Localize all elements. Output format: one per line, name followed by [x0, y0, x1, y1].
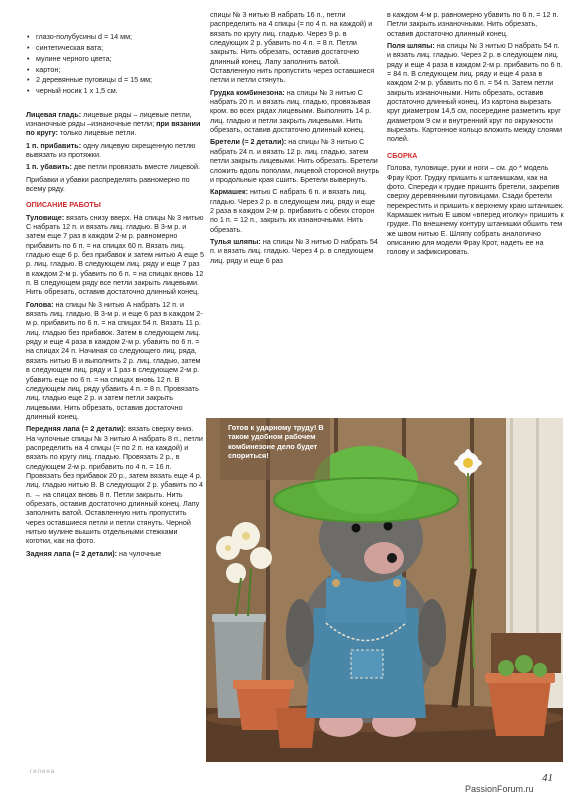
section-heading-assembly: СБОРКА — [387, 150, 418, 160]
body-paragraph: Туловище: вязать снизу вверх. На спицы № 3 нитью С набрать 12 п. и вязать лиц. гладью. В 3-м р. и затем еще 7 раз в каждом 2-м р. равномерно прибавить по 6 п. = на спицах 60 п. Вязать лиц. гладью еще 6 р. без прибавок и затем нитью А еще 5 р. лиц. гладью. В следующем лиц. ряду и еще 7 раз в каждом 2-м р. убавить по 6 п. = на спицах вновь 12 п. В следующем ряду все петли закрыть лицевыми. Нить обрезать, оставив достаточно длинный конец. — [26, 212, 205, 297]
straps-paragraph: Бретели (= 2 детали): на спицы № 3 нитью С набрать 24 п. и вязать 12 р. лиц. гладью, затем петли закрыть лицевыми. Нить обрезать. Бретели сложить вдоль пополам, лицевой стороной внутрь и продольные края сшить. Бретели вывернуть. — [210, 137, 380, 184]
site-watermark: PassionForum.ru — [465, 784, 534, 794]
overall-bib-paragraph: Грудка комбинезона: на спицы № 3 нитью С набрать 20 п. и вязать лиц. гладью, провязывая кром. во всех рядах лицевыми. Выполнить 14 р. лиц. гладью и петли закрыть лицевыми. Нить обрезать, оставив достаточно длинный конец. — [210, 87, 372, 135]
stitch-decrease: 1 п. убавить: две петли провязать вместе лицевой. — [26, 162, 200, 172]
stitch-note: Прибавки и убавки распределять равномерно по всему ряду. — [26, 174, 190, 193]
toy-mole-photo — [206, 418, 563, 762]
head-paragraph: Голова: на спицы № 3 нитью А набрать 12 п. и вязать лиц. гладью. В 3-м р. и еще 6 раз в каждом 2-м р. прибавить по 6 п. = на спицах 54 п. Вязать 11 р. лиц. гладью без прибавок. Затем в следующем лиц. ряду и еще 4 раза в каждом 2-м р. убавить по 6 п. = на спицах 24 п. Начиная со следующего лиц. ряда, вязать нитью В и выполнить 2 р. лиц. гладью, затем в следующем лиц. ряду и 1 раз в следующем 2-м р. убавить еще по 6 п. = на спицах вновь 12 п. В следующем лиц. ряду убавить 4 п. = 8 п. Провязать лиц. гладью еще 2 р. и затем петли закрыть лицевыми. Нить обрезать, оставив достаточно длинный конец. — [26, 299, 203, 421]
hind-paw-continued: спицы № 3 нитью В набрать 16 п., петли распределить на 4 спицы (= по 4 п. на каждой) и вязать по кругу лиц. гладью. Через 9 р. в следующих 2 р. убавить по 4 п. = 8 п. Петли закрыть. Нить обрезать, оставив достаточно длинный конец. Лапу заполнить ватой. Оставленную нить пропустить через оставшиеся петли и петли стянуть. — [210, 10, 375, 85]
hat-brim-paragraph: Поля шляпы: на спицы № 3 нитью D набрать 54 п. и вязать лиц. гладью. Через 2 р. в следующем лиц. ряду и еще 4 раза в каждом 2-м р. прибавить по 6 п. = 84 п. В следующем лиц. ряду и еще 4 раза в каждом 2-м р. убавить по 6 п. = 54 п. Затем петли закрыть изнаночными. Нить обрезать, оставив достаточно длинный конец. Из картона вырезать круг диаметром 14,5 см, посередине разметить круг диаметром 9 см и внутренний круг по окружности вырезать. Картонное кольцо вложить между слоями полей. — [387, 41, 563, 144]
stitch-stockinette: Лицевая гладь: лицевые ряды – лицевые петли, изнаночные ряды –изнаночные петли; при вязании по кругу: только лицевые петли. — [26, 109, 201, 138]
stitch-increase: 1 п. прибавить: одну лицевую скрещенную петлю вывязать из протяжки. — [26, 140, 196, 159]
column-2 — [208, 10, 380, 268]
list-item: • 2 деревянные пуговицы d = 15 мм; — [36, 75, 204, 84]
list-item: • черный носик 1 х 1,5 см. — [36, 86, 204, 95]
list-item: • картон; — [36, 65, 204, 74]
list-item: • синтетическая вата; — [36, 43, 204, 52]
pocket-paragraph: Кармашек: нитью С набрать 6 п. и вязать лиц. гладью. Через 2 р. в следующем лиц. ряду и еще 2 раза в каждом 2-м р. прибавить с обеих сторон по 1 п. = 12 п., закрыть их изнаночными. Нить обрезать. — [210, 187, 376, 234]
brand-footer: гилена — [30, 769, 56, 775]
page-number: 41 — [542, 772, 553, 784]
column-1 — [26, 10, 204, 561]
front-paw-paragraph: Передняя лапа (= 2 детали): вязать сверху вниз. На чулочные спицы № 3 нитью А набрать 8 п., петли распределить на 4 спицы (= по 2 п. на каждой) и вязать по кругу лиц. гладью. Провязать 2 р., в следующем 2-м р. прибавить по 4 п. = 16 п. Провязать без прибавок 20 р., затем вязать еще 4 р. лиц. гладью нитью В. В следующих 2 р. убавить по 4 п. → на спицах вновь 8 п. Петли закрыть. Нить обрезать, оставив достаточно длинный конец. Лапу заполнить ватой. Оставленную нить пропустить через оставшиеся петли и петли стянуть. Черной нитью мулине вышить отдельными стежками коготки, как на фото. — [26, 424, 203, 546]
hat-crown-continued: в каждом 4-м р. равномерно убавить по 6 п. = 12 п. Петли закрыть изнаночными. Нить обрезать, оставив достаточно длинный конец. — [387, 10, 559, 38]
section-heading-description: ОПИСАНИЕ РАБОТЫ — [26, 200, 101, 210]
list-item: • мулине черного цвета; — [36, 54, 204, 63]
photo-illustration — [206, 418, 563, 762]
hat-crown-paragraph: Тулья шляпы: на спицы № 3 нитью D набрать 54 п. и вязать лиц. гладью. Через 4 р. в следующем лиц. ряду и еще 6 раз — [210, 236, 378, 265]
hind-paw-paragraph: Задняя лапа (= 2 детали): на чулочные — [26, 548, 162, 558]
materials-list — [26, 32, 204, 96]
assembly-paragraph: Голова, туловище, руки и ноги – см. до * модель Фрау Крот. Грудку пришить к штанишкам, как на фото. Спереди к грудке пришить бретели, закрепив сверху деревянными пуговицами. Сзади бретели перекрестить и пришить к верхнему краю штанишек. Кармашек нитью Е швом «вперед иголку» пришить к грудке. По внешнему контуру штанишки обшить тем же швом нитью Е. Шляпу собрать аналогично описанию для модели Фрау Крот, надеть ее на голову и зафиксировать. — [387, 163, 565, 257]
photo-caption: Готов к ударному труду! В таком удобном рабочем комбинезоне дело будет спориться! — [228, 423, 324, 461]
list-item: • глазо-полубусины d = 14 мм; — [36, 32, 204, 41]
column-3 — [387, 10, 565, 260]
